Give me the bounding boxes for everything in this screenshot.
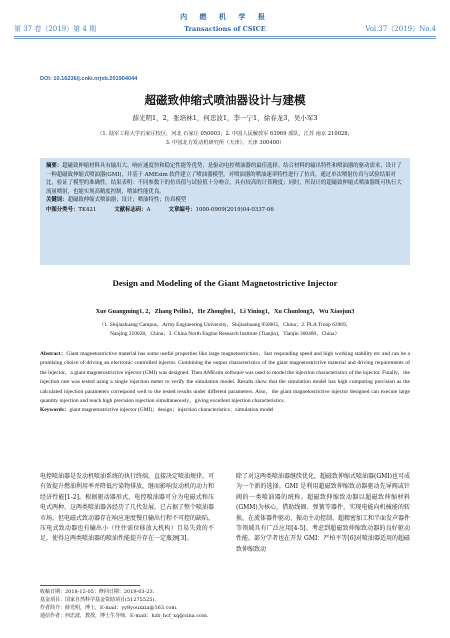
title-en: Design and Modeling of the Giant Magnetostrictive Injector	[112, 278, 338, 288]
authors-cn: 薛光明1，2，张培林1，何忠波1，李一宁1，徐春龙3，吴小军3	[132, 114, 318, 122]
authors-en: Xue Guangming1, 2，Zhang Peilin1，He Zhongbo1，Li Yining1，Xu Chunlong3，Wu Xiaojun3	[95, 308, 355, 315]
affiliation-line: Nanjing 210028，China；3. China North Engine Research Institute (Tianjin)，Tianjin 300400，China）	[110, 330, 340, 337]
affiliation-line: 3. 中国北方发动机研究所（天津），天津 300400）	[165, 140, 285, 146]
journal-name-cn: 内 燃 机 学 报	[180, 12, 270, 21]
volume-issue-cn: 第 37 卷（2019）第 4 期	[14, 25, 97, 33]
journal-header	[14, 8, 436, 38]
abstract-cn	[46, 162, 404, 196]
footnote-received: 收稿日期：2018-12-05；修回日期：2019-03-23.	[40, 589, 155, 595]
keywords-en-label: Keywords：	[40, 407, 70, 414]
article-no-field	[169, 206, 274, 215]
header-rule-thin	[14, 38, 436, 39]
classification-row	[46, 206, 404, 215]
abstract-en-body	[40, 350, 410, 406]
affiliation-line: （1. Shijiazhuang Campus，Army Engineering University，Shijiazhuang 050003，China；2. PLA Troop 63969，	[98, 322, 352, 328]
footnote-author: 作者简介：薛光明，博士，E-mail：yy8youxxia@163.com.	[40, 605, 178, 611]
clc-field	[46, 206, 96, 215]
abstract-cn-text: 超磁致伸缩材料具有输出大、响应速度快和稳定性能等优势，是驱动电控喷油器的最佳选择。结合材料的输出特性和喷油器的驱动需求，设计了一种超磁致伸缩式喷油器(GMI)，并基于 AMEsim 软件建立了喷油器模型。对喷油器的喷油速率特性进行了仿真，通过单次喷射仿真与试验结果对比，验证了模型的准确性。结果表明：不同参数下的仿真值与试验值十分吻合，具有较高的计算精度；同时，所设计的超磁致伸缩式喷油器既可执行大流量喷射，也能实现高精度控制，喷油性能优良。	[46, 163, 402, 195]
body-column-left: 电控喷油器是发动机喷油系统的执行终端，直接决定喷油规律，可有效提升燃油利用率并降低污染物排放，继而影响发动机的动力和经济性能[1-2]。根据驱动器形式，电控喷油器可分为电磁式和压电式两种，这两类喷油器各经历了几代发展，已占据了整个喷油器市场。但电磁式致动器存在响应速度慢且输出行程不可控的缺陷，压电式致动器也有输出小（往往需位移放大机构）且易失效的不足，使得这两类喷油器的喷油性能提升存在一定瓶颈[3]。	[40, 473, 215, 543]
clc-label: 中图分类号：	[46, 206, 79, 213]
keywords-cn-text: 超磁致伸缩式喷油器；设计；喷油特性；仿真模型	[67, 197, 187, 204]
keywords-en	[40, 406, 410, 415]
keywords-cn	[46, 196, 404, 205]
doc-code-field	[114, 206, 150, 215]
clc-value: TK421	[78, 206, 97, 213]
title-cn: 超磁致伸缩式喷油器设计与建模	[144, 93, 306, 107]
doi[interactable]: DOI: 10.16236/j.cnki.nrjxb.201904044	[40, 76, 138, 82]
header-rule	[14, 36, 436, 37]
body-column-right: 除了对这两类喷油器继续优化，超磁致伸缩式喷油器(GMI)也可成为一个新的选择。GMI 是利用超磁致伸缩致动器驱动先导阀或针阀的一类喷油器的统称。超磁致伸缩致动器以超磁致伸缩材料(GMM)为核心，借助线圈、弹簧等器件，实现电能向机械能的转换，在流体器件驱动、振动主动控制、超精密加工和半面发声器件等领域具有广泛应用[4-5]。考虑到超磁致伸缩致动器的良好驱动性能，部分学者也在开发 GMI：严柏平等[6]对喷油器适用的超磁致伸缩致动	[236, 473, 411, 553]
abstract-en-text: Giant magnetostrictive material has some useful properties like large magnetostriction，fast responding speed and high working stability etc and can be a promising choice of driving an electronic controlled injector. Combining the output characteristics of the giant magnetostrictive material and driving requirements of the injector，a giant magnetostrictive injector (GMI) was designed. Then AMEsim software was used to model the injection characteristics of the injector. Finally，the injection rate was tested using a single injection meter to verify the simulation model. Results show that the simulation model has high computing precision as the calculated injection parameters correspond well to the tested results under different parameters. Also，the giant magnetostrictive injector designed can execute large quantity injection and reach high precision injection simultaneously，giving excellent injection characteristics.	[40, 351, 410, 405]
volume-issue-en: Vol.37（2019）No.4	[365, 25, 436, 33]
keywords-cn-label: 关键词：	[46, 197, 68, 204]
article-no-value: 1000-0909(2019)04-0337-06	[195, 206, 274, 213]
footnote-corresponding: 通信作者：何忠波，教授，博士生导师，E-mail：hzb_hcf_xq@sina.com.	[40, 613, 209, 619]
doc-code-label: 文献标志码：	[114, 206, 147, 213]
article-no-label: 文章编号：	[168, 206, 196, 213]
abstract-en	[40, 350, 410, 416]
keywords-en-text: giant magnetostrictive injector (GMI)；design；injection characteristics；simulation model	[69, 407, 274, 414]
footnote-rule	[40, 585, 140, 586]
affiliations-cn	[40, 130, 410, 148]
abstract-cn-label: 摘要：	[46, 163, 63, 169]
journal-name-en: Transactions of CSICE	[184, 25, 266, 33]
affiliation-line: （1. 陆军工程大学石家庄校区，河北 石家庄 050003；2. 中国人民解放军 63969 部队，江苏 南京 210028；	[97, 131, 353, 137]
affiliations-en	[50, 321, 400, 339]
abstract-en-label: Abstract：	[40, 351, 67, 357]
abstract-cn-box	[40, 158, 410, 265]
footnote	[40, 588, 208, 620]
doc-code-value: A	[146, 206, 151, 213]
footnote-funding: 基金项目：国家自然科学基金资助项目(51275525).	[40, 597, 156, 603]
